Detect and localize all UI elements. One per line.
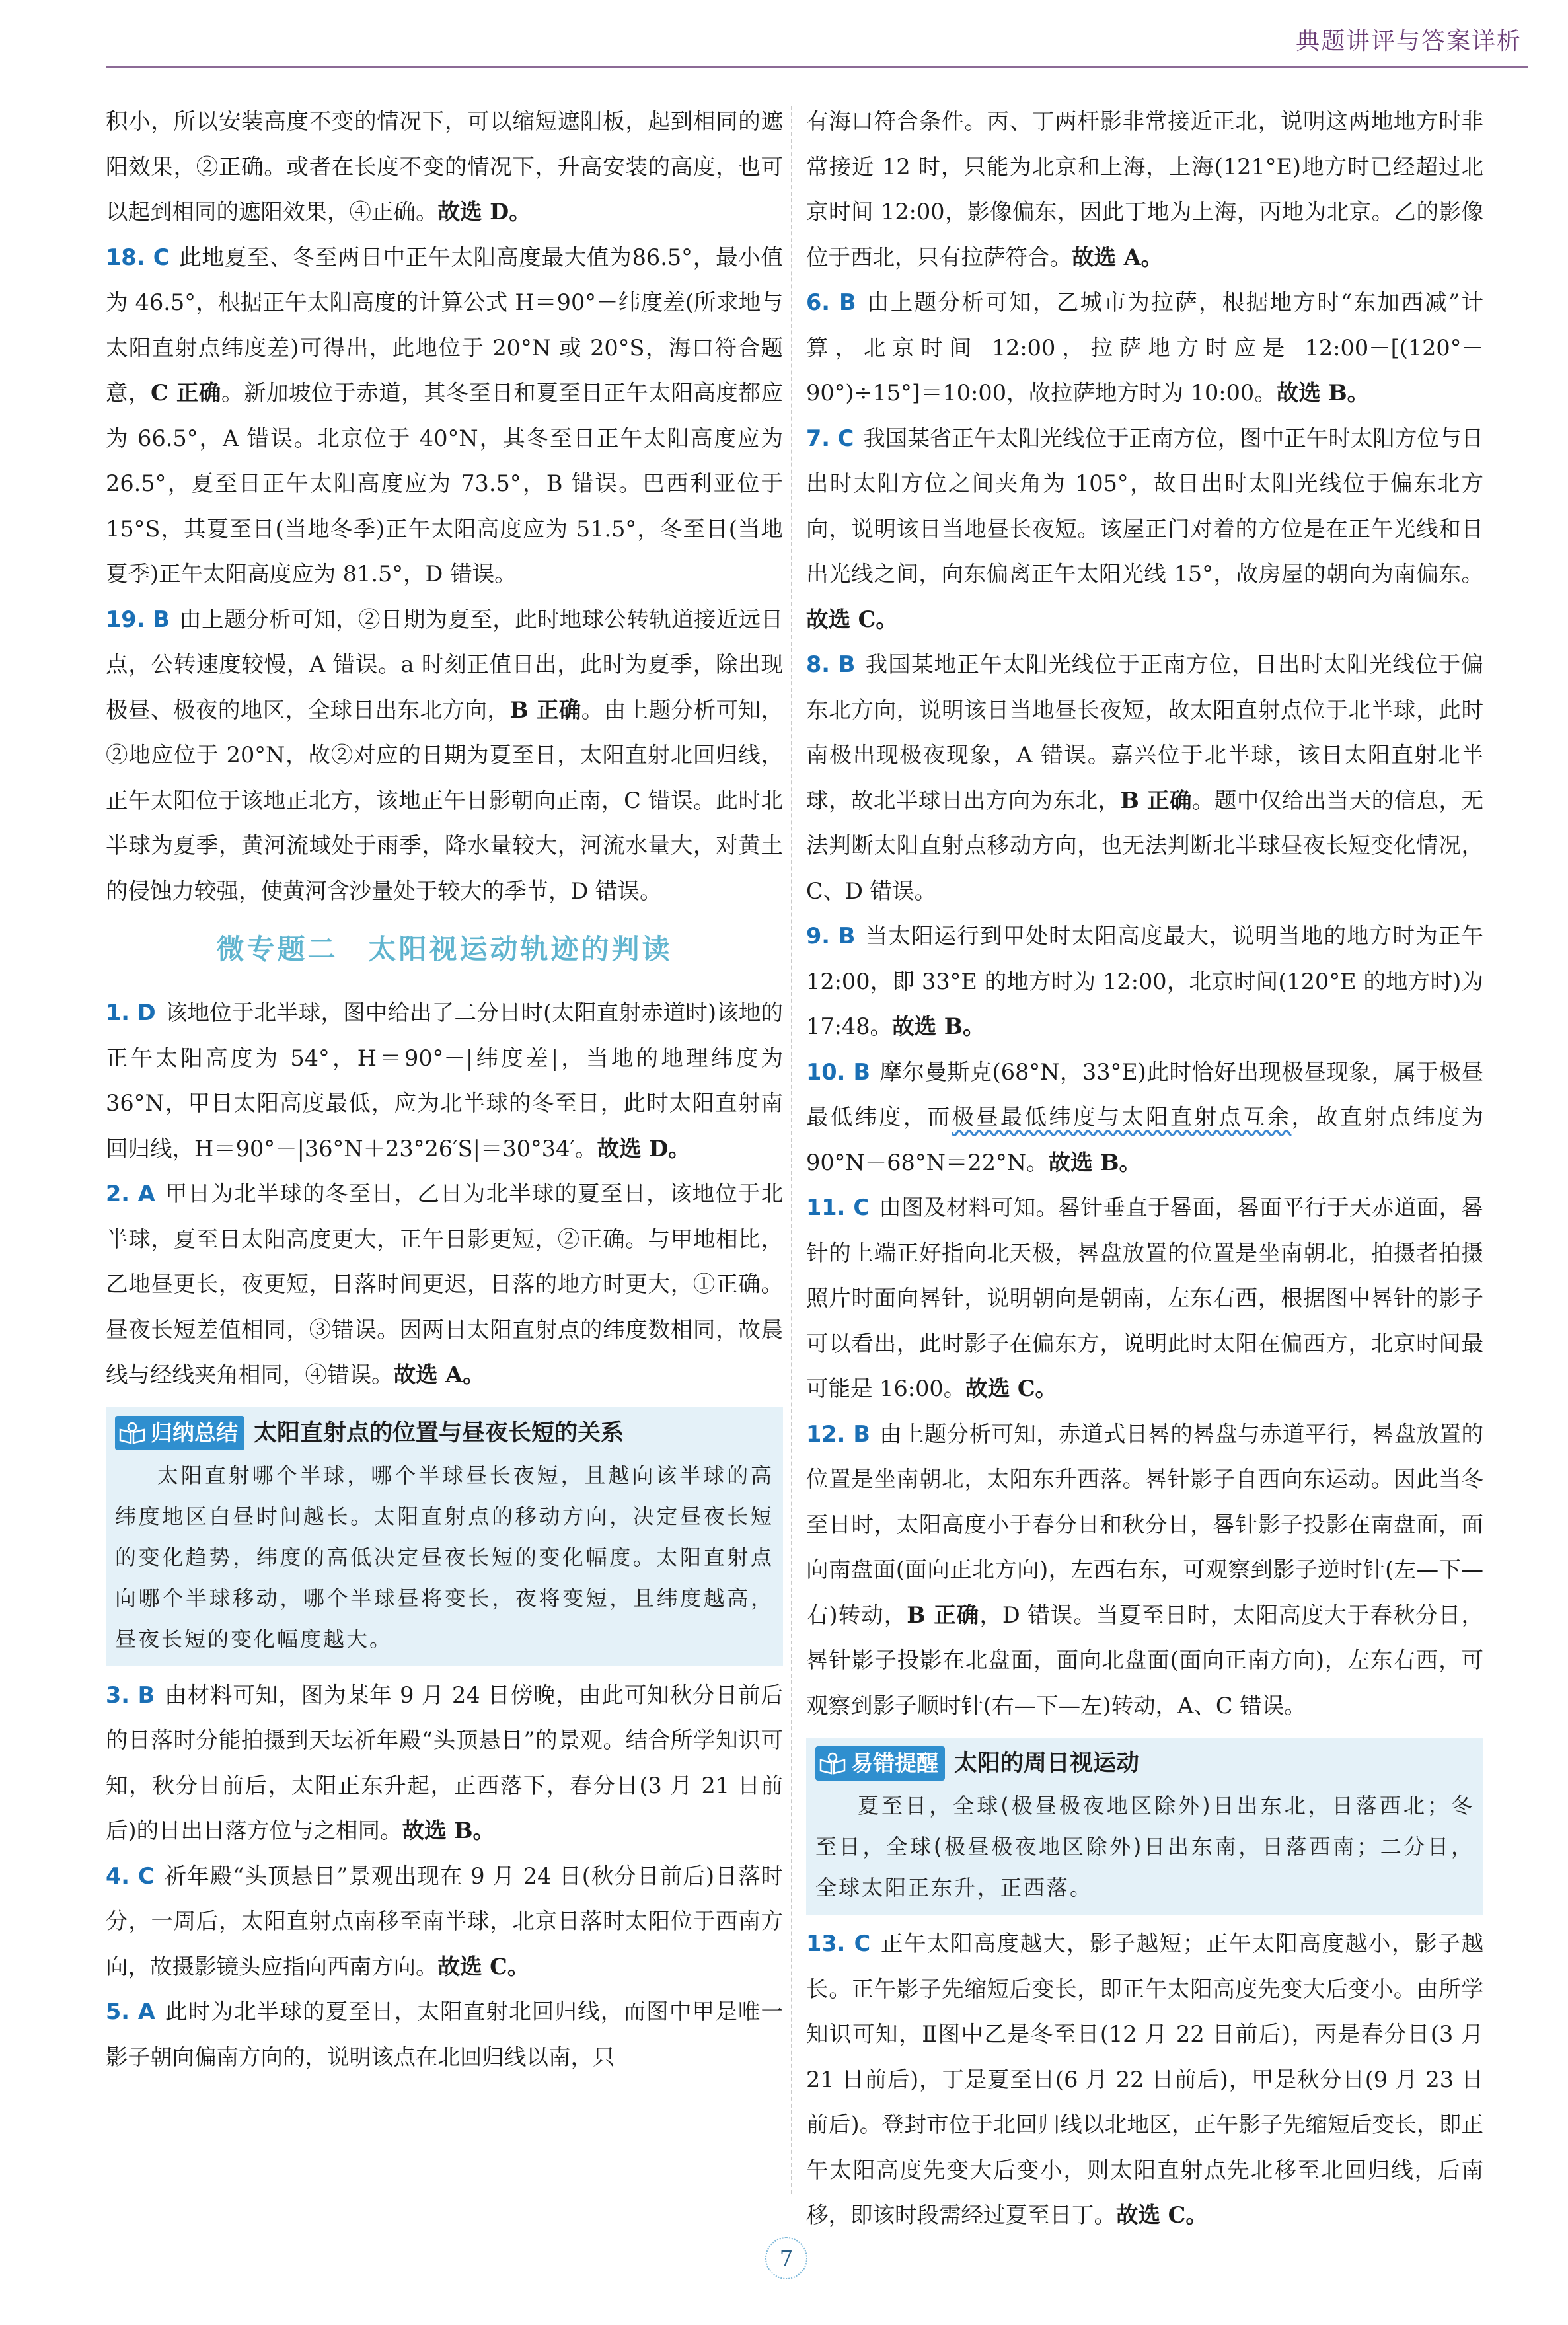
summary-badge: 归纳总结 bbox=[115, 1416, 244, 1450]
book-pin-icon bbox=[819, 1752, 846, 1775]
answer-s9: 9. B 当太阳运行到甲处时太阳高度最大，说明当地的地方时为正午 12:00，即 33°E 的地方时为 12:00，北京时间(120°E 的地方时)为 17:48。故选 B。 bbox=[806, 923, 1483, 1039]
question-number: 11. C bbox=[806, 1195, 870, 1220]
summary-box-header bbox=[115, 1413, 774, 1454]
page-number: 7 bbox=[765, 2237, 807, 2279]
question-number: 9. B bbox=[806, 923, 856, 949]
answer-18: 18. C 此地夏至、冬至两日中正午太阳高度最大值为86.5°，最小值为 46.5°，根据正午太阳高度的计算公式 H＝90°－纬度差(所求地与太阳直射点纬度差)可得出，此地位于 20°N 或 20°S，海口符合题意，C 正确。新加坡位于赤道，其冬至日和夏至日正午太阳高度都应为 66.5°，A 错误。北京位于 40°N，其冬至日正午太阳高度应为26.5°，夏至日正午太阳高度应为 73.5°，B 错误。巴西利亚位于 15°S，其夏至日(当地冬季)正午太阳高度应为 51.5°，冬至日(当地夏季)正午太阳高度应为 81.5°，D 错误。 bbox=[106, 244, 784, 587]
question-number: 3. B bbox=[106, 1681, 155, 1708]
summary-box-body: 太阳直射哪个半球，哪个半球昼长夜短，且越向该半球的高纬度地区白昼时间越长。太阳直射点的移动方向，决定昼夜长短的变化趋势，纬度的高低决定昼夜长短的变化幅度。太阳直射点向哪个半球移动，哪个半球昼将变长，夜将变短，且纬度越高，昼夜长短的变化幅度越大。 bbox=[115, 1462, 774, 1652]
question-number: 1. D bbox=[106, 1000, 156, 1025]
answer-s5-continued: 有海口符合条件。丙、丁两杆影非常接近正北，说明这两地地方时非常接近 12 时，只能为北京和上海，上海(121°E)地方时已经超过北京时间 12:00，影像偏东，因此丁地为上海，丙地为北京。乙的影像位于西北，只有拉萨符合。故选 A。 bbox=[806, 108, 1483, 270]
summary-box bbox=[106, 1407, 783, 1666]
paragraph-continued: 积小，所以安装高度不变的情况下，可以缩短遮阳板，起到相同的遮阳效果，②正确。或者在长度不变的情况下，升高安装的高度，也可以起到相同的遮阳效果，④正确。故选 D。 bbox=[106, 108, 783, 225]
question-number: 8. B bbox=[806, 651, 856, 677]
answer-s7: 7. C 我国某省正午太阳光线位于正南方位，图中正午时太阳方位与日出时太阳方位之间夹角为 105°，故日出时太阳光线位于偏东北方向，说明该日当地昼长夜短。该屋正门对着的方位是在正午光线和日出光线之间，向东偏离正午太阳光线 15°，故房屋的朝向为南偏东。故选 C。 bbox=[806, 425, 1483, 632]
column-divider bbox=[791, 106, 792, 2194]
tip-box-title: 太阳的周日视运动 bbox=[954, 1750, 1140, 1777]
tip-badge: 易错提醒 bbox=[815, 1746, 945, 1781]
answer-s12: 12. B 由上题分析可知，赤道式日晷的晷盘与赤道平行，晷盘放置的位置是坐南朝北，太阳东升西落。晷针影子自西向东运动。因此当冬至日时，太阳高度小于春分日和秋分日，晷针影子投影在南盘面，面向南盘面(面向正北方向)，左西右东，可观察到影子逆时针(左—下—右)转动，B 正确，D 错误。当夏至日时，太阳高度大于春秋分日，晷针影子投影在北盘面，面向北盘面(面向正南方向)，左东右西，可观察到影子顺时针(右—下—左)转动，A、C 错误。 bbox=[806, 1421, 1484, 1718]
question-number: 12. B bbox=[806, 1421, 870, 1447]
answer-s11: 11. C 由图及材料可知。晷针垂直于晷面，晷面平行于天赤道面，晷针的上端正好指向北天极，晷盘放置的位置是坐南朝北，拍摄者拍摄照片时面向晷针，说明朝向是朝南，左东右西，根据图中晷针的影子可以看出，此时影子在偏东方，说明此时太阳在偏西方，北京时间最可能是 16:00。故选 C。 bbox=[806, 1195, 1483, 1401]
question-number: 4. C bbox=[106, 1863, 155, 1889]
question-number: 6. B bbox=[806, 289, 856, 315]
answer-s8: 8. B 我国某地正午太阳光线位于正南方位，日出时太阳光线位于偏东北方向，说明该日当地昼长夜短，故太阳直射点位于北半球，此时南极出现极夜现象，A 错误。嘉兴位于北半球，该日太阳直射北半球，故北半球日出方向为东北，B 正确。题中仅给出当天的信息，无法判断太阳直射点移动方向，也无法判断北半球昼夜长短变化情况，C、D 错误。 bbox=[806, 651, 1484, 904]
answer-s10: 10. B 摩尔曼斯克(68°N，33°E)此时恰好出现极昼现象，属于极昼最低纬度，而极昼最低纬度与太阳直射点互余，故直射点纬度为 90°N－68°N＝22°N。故选 B。 bbox=[806, 1058, 1484, 1175]
question-number: 19. B bbox=[106, 606, 170, 632]
tip-box bbox=[806, 1738, 1483, 1915]
question-number: 18. C bbox=[106, 244, 170, 270]
answer-s5: 5. A 此时为北半球的夏至日，太阳直射北回归线，而图中甲是唯一影子朝向偏南方向的，说明该点在北回归线以南，只 bbox=[106, 1999, 784, 2070]
book-pin-icon bbox=[119, 1422, 145, 1444]
answer-s4: 4. C 祈年殿“头顶悬日”景观出现在 9 月 24 日(秋分日前后)日落时分，一周后，太阳直射点南移至南半球，北京日落时太阳位于西南方向，故摄影镜头应指向西南方向。故选 C。 bbox=[106, 1863, 783, 1979]
question-number: 13. C bbox=[806, 1931, 871, 1956]
question-number: 5. A bbox=[106, 1999, 155, 2024]
question-number: 2. A bbox=[106, 1181, 155, 1206]
left-column bbox=[106, 99, 783, 2080]
answer-s3: 3. B 由材料可知，图为某年 9 月 24 日傍晚，由此可知秋分日前后的日落时分能拍摄到天坛祈年殿“头顶悬日”的景观。结合所学知识可知，秋分日前后，太阳正东升起，正西落下，春分日(3 月 21 日前后)的日出日落方位与之相同。故选 B。 bbox=[106, 1681, 783, 1843]
header-title: 典题讲评与答案详析 bbox=[1295, 28, 1522, 55]
answer-s13: 13. C 正午太阳高度越大，影子越短；正午太阳高度越小，影子越长。正午影子先缩短后变长，即正午太阳高度先变大后变小。由所学知识可知，Ⅱ图中乙是冬至日(12 月 22 日前后)，丙是春分日(3 月 21 日前后)，丁是夏至日(6 月 22 日前后)，甲是秋分日(9 月 23 日前后)。登封市位于北回归线以北地区，正午影子先缩短后变长，即正午太阳高度先变大后变小，则太阳直射点先北移至北回归线，后南移，即该时段需经过夏至日丁。故选 C。 bbox=[806, 1931, 1484, 2228]
right-column bbox=[806, 99, 1483, 2238]
answer-s6: 6. B 由上题分析可知，乙城市为拉萨，根据地方时“东加西减”计算，北京时间 12:00，拉萨地方时应是 12:00－[(120°－90°)÷15°]＝10:00，故拉萨地方时为 10:00。故选 B。 bbox=[806, 289, 1483, 406]
summary-box-title: 太阳直射点的位置与昼夜长短的关系 bbox=[254, 1419, 624, 1446]
section-title: 微专题二 太阳视运动轨迹的判读 bbox=[216, 933, 673, 965]
wavy-underlined-text: 极昼最低纬度与太阳直射点互余 bbox=[952, 1104, 1292, 1130]
tip-box-body: 夏至日，全球(极昼极夜地区除外)日出东北，日落西北；冬至日，全球(极昼极夜地区除外)日出东南，日落西南；二分日，全球太阳正东升，正西落。 bbox=[815, 1793, 1474, 1900]
header-divider bbox=[106, 66, 1528, 68]
question-number: 10. B bbox=[806, 1058, 871, 1085]
question-number: 7. C bbox=[806, 425, 854, 451]
answer-19: 19. B 由上题分析可知，②日期为夏至，此时地球公转轨道接近远日点，公转速度较慢，A 错误。a 时刻正值日出，此时为夏季，除出现极昼、极夜的地区，全球日出东北方向，B 正确。由上题分析可知，②地应位于 20°N，故②对应的日期为夏至日，太阳直射北回归线，正午太阳位于该地正北方，该地正午日影朝向正南，C 错误。此时北半球为夏季，黄河流域处于雨季，降水量较大，河流水量大，对黄土的侵蚀力较强，使黄河含沙量处于较大的季节，D 错误。 bbox=[106, 606, 784, 904]
tip-box-header bbox=[815, 1743, 1474, 1784]
answer-s2: 2. A 甲日为北半球的冬至日，乙日为北半球的夏至日，该地位于北半球，夏至日太阳高度更大，正午日影更短，②正确。与甲地相比，乙地昼更长，夜更短，日落时间更迟，日落的地方时更大，①正确。昼夜长短差值相同，③错误。因两日太阳直射点的纬度数相同，故晨线与经线夹角相同，④错误。故选 A。 bbox=[106, 1181, 784, 1387]
answer-s1: 1. D 该地位于北半球，图中给出了二分日时(太阳直射赤道时)该地的正午太阳高度为 54°，H＝90°－|纬度差|，当地的地理纬度为 36°N，甲日太阳高度最低，应为北半球的冬至日，此时太阳直射南回归线，H＝90°－|36°N＋23°26′S|＝30°34′。故选 D。 bbox=[106, 1000, 783, 1162]
